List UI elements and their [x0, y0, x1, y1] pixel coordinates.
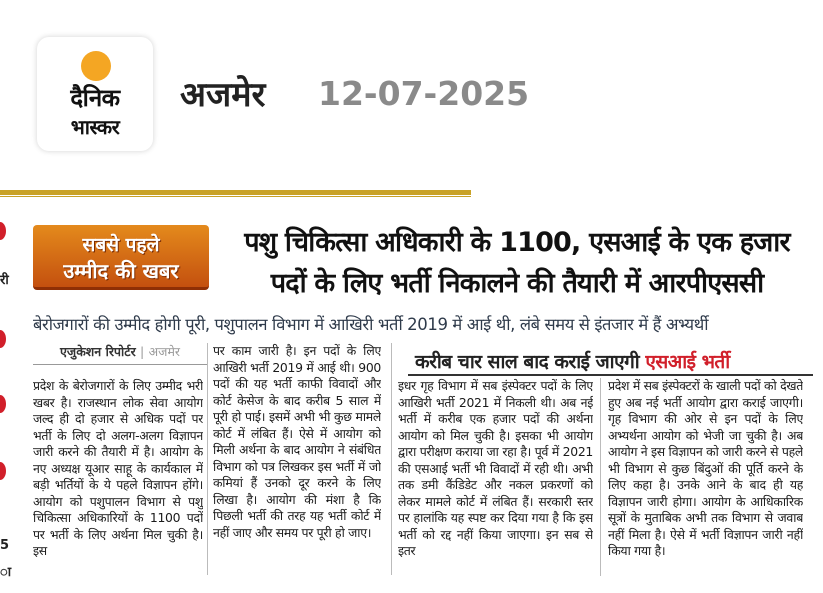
article-column-1: प्रदेश के बेरोजगारों के लिए उम्मीद भरी खबर है। राजस्थान लोक सेवा आयोग जल्द ही दो हजार से अधिक पदों पर भर्ती के लिए दो अलग-अलग विज्ञापन जारी करने की तैयारी में है। आयोग के नए अध्यक्ष यूआर साहू के कार्यकाल में बड़ी भर्तियों के ये पहले विज्ञापन होंगे।आयोग को पशुपालन विभाग से पशु चिकित्सा अधिकारियों के 1100 पदों पर भर्ती के लिए अर्थना मिल चुकी है। इस [33, 378, 203, 558]
byline [60, 343, 180, 360]
section-subheadline-rule [408, 374, 813, 376]
subheadline: बेरोजगारों की उम्मीद होगी पूरी, पशुपालन विभाग में आखिरी भर्ती 2019 में आई थी, लंबे समय से इंतजार में हैं अभ्यर्थी [33, 315, 709, 334]
byline-place: अजमेर [148, 344, 181, 359]
section-subheadline-text: करीब चार साल बाद कराई जाएगी [415, 351, 640, 373]
headline-line1: पशु चिकित्सा अधिकारी के 1100, एसआई के एक हजार [244, 227, 790, 258]
edition-city: अजमेर [180, 75, 266, 115]
column-divider [391, 343, 392, 575]
section-subheadline-highlight: एसआई भर्ती [645, 351, 730, 373]
exclusive-news-badge [33, 225, 209, 290]
byline-reporter: एजुकेशन रिपोर्टर [60, 344, 136, 359]
sun-icon [81, 51, 111, 81]
article-column-3: इधर गृह विभाग में सब इंस्पेक्टर पदों के लिए आखिरी भर्ती 2021 में निकली थी। अब नई भर्ती में करीब एक हजार पदों की अर्थना आयोग को मिल चुकी है। इसका भी आयोग द्वारा परीक्षण कराया जा रहा है। पूर्व में 2021 की एसआई भर्ती भी विवादों में रही थी। अभी तक डमी कैंडिडेट और नकल प्रकरणों को लेकर मामले कोर्ट में लंबित हैं। सरकारी स्तर पर हालांकि यह स्पष्ट कर दिया गया है कि इस भर्ती को रद्द नहीं किया जाएगा। इन सब से इतर [398, 378, 593, 558]
edge-bullet-icon [0, 462, 6, 480]
byline-rule [33, 364, 208, 365]
edge-fragment-3: ा [0, 565, 12, 580]
gold-divider-thin [0, 196, 471, 197]
edge-bullet-icon [0, 330, 6, 348]
byline-separator: | [140, 344, 145, 359]
badge-line1: सबसे पहले [82, 234, 160, 256]
headline-line2: पदों के लिए भर्ती निकालने की तैयारी में आरपीएससी [270, 268, 764, 299]
badge-line2: उम्मीद की खबर [63, 259, 179, 283]
edition-date: 12-07-2025 [318, 74, 530, 113]
column-divider [600, 378, 601, 576]
edge-bullet-icon [0, 395, 6, 413]
column-divider [207, 343, 208, 575]
edge-fragment-1: री [0, 273, 9, 288]
article-column-4: प्रदेश में सब इंस्पेक्टरों के खाली पदों को देखते हुए अब नई भर्ती आयोग द्वारा कराई जाएगी। गृह विभाग की ओर से इन पदों के लिए अभ्यर्थना आयोग को भेजी जा चुकी है। अब आयोग ने इस विज्ञापन को जारी करने से पहले भी विभाग से कुछ बिंदुओं की पूर्ति करने के लिए कहा है। उनके आने के बाद ही यह विज्ञापन जारी होगा। आयोग के आधिकारिक सूत्रों के मुताबिक अभी तक विभाग से जवाब नहीं मिला है। ऐसे में भर्ती विज्ञापन जारी नहीं किया गया है। [608, 378, 803, 558]
logo-line2: भास्कर [70, 115, 120, 139]
headline [222, 222, 812, 304]
logo-line1: दैनिक [70, 84, 120, 112]
gold-divider [0, 190, 471, 195]
section-subheadline [415, 348, 730, 374]
edge-fragment-2: 5 [0, 538, 10, 553]
edge-bullet-icon [0, 222, 6, 240]
article-column-2: पर काम जारी है। इन पदों के लिए आखिरी भर्ती 2019 में आई थी। 900 पदों की यह भर्ती काफी विवादों और कोर्ट केसेज के बाद करीब 5 साल में पूरी हो पाई। इसमें अभी भी कुछ मामले कोर्ट में लंबित हैं। ऐसे में आयोग को मिली अर्थना के बाद आयोग ने संबंधित विभाग को पत्र लिखकर इस भर्ती में जो कमियां हैं उनको दूर करने के लिए लिखा है। आयोग की मंशा है कि पिछली भर्ती की तरह यह भर्ती कोर्ट में नहीं जाए और समय पर पूरी हो जाए। [213, 343, 381, 540]
dainik-bhaskar-logo [37, 37, 153, 151]
